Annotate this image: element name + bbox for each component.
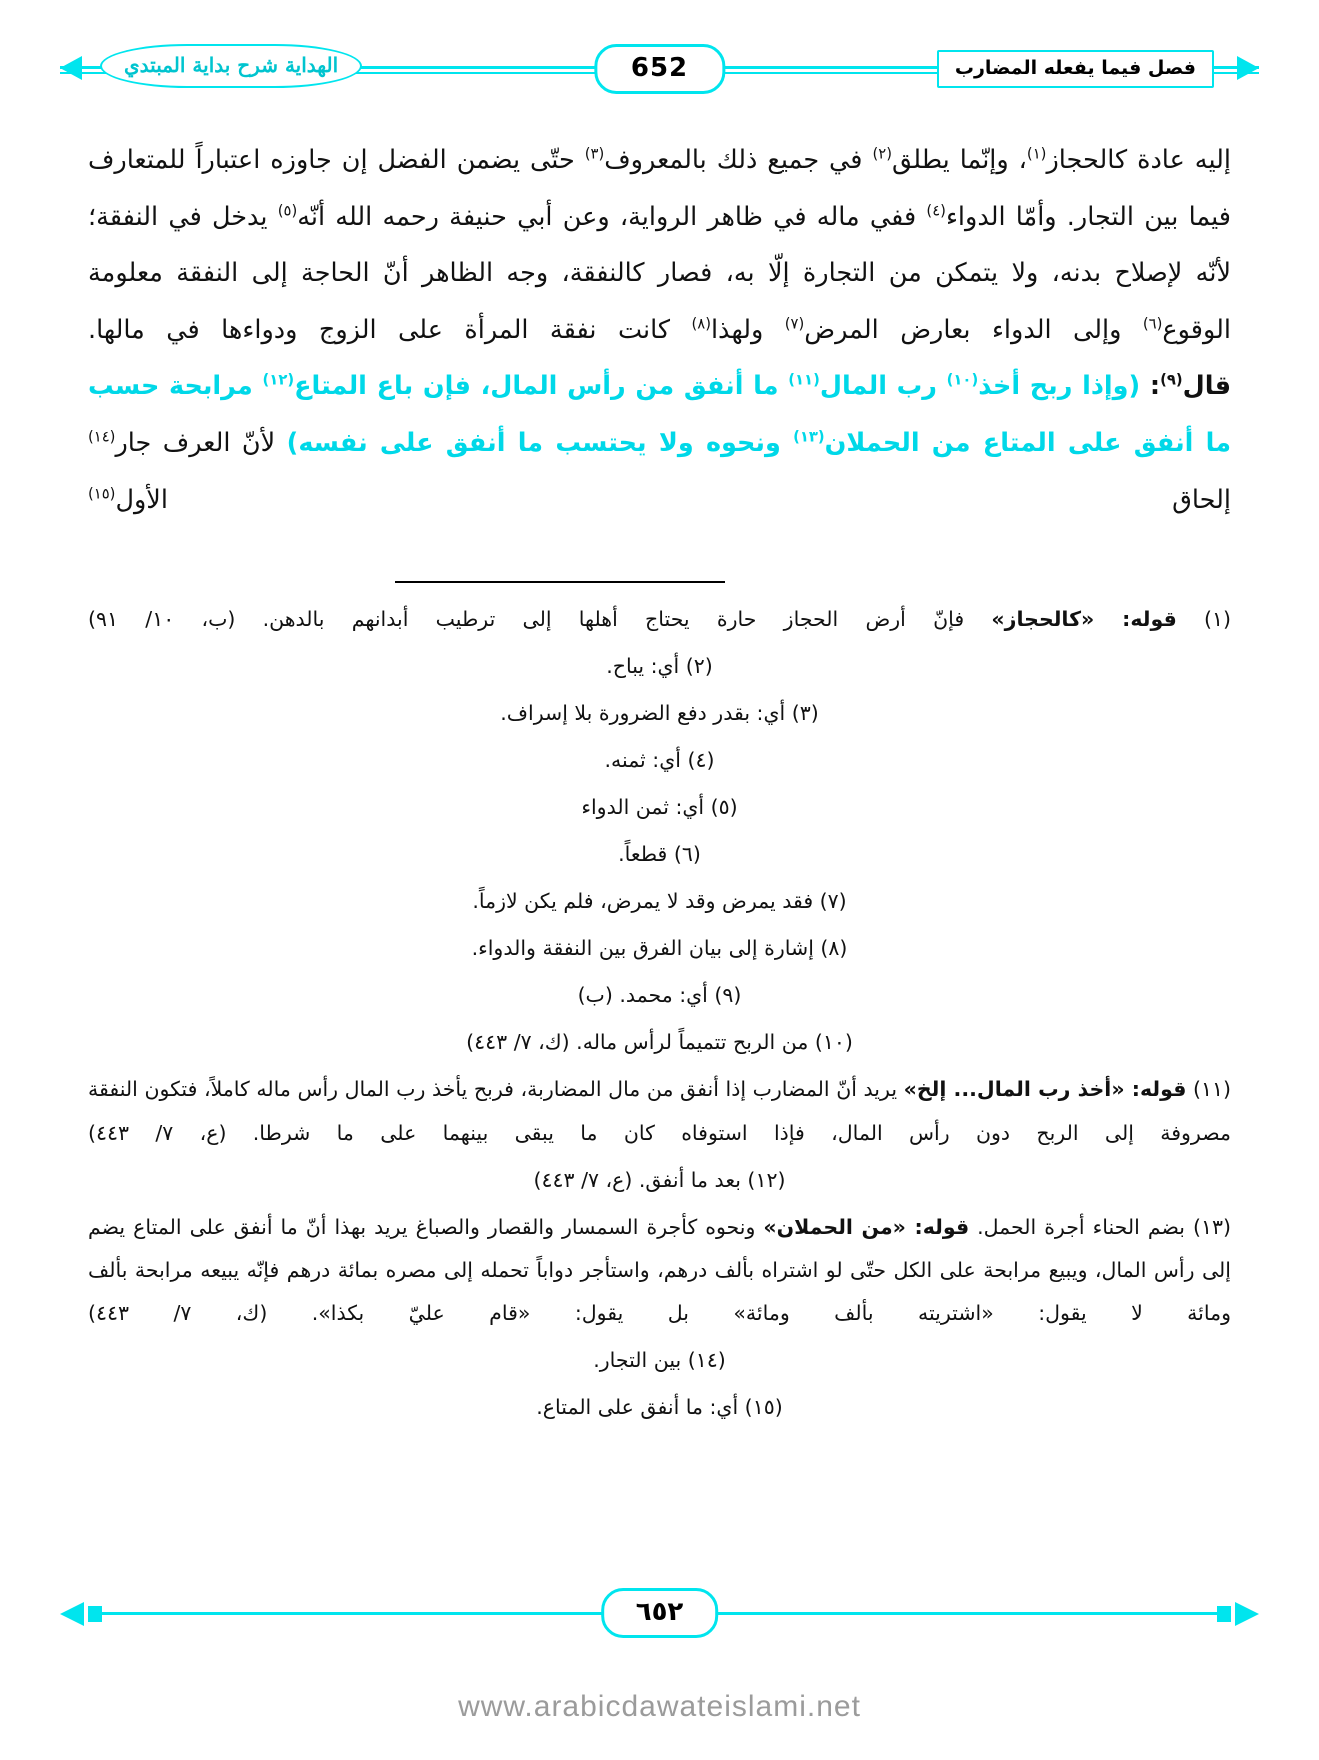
footnote-item: (١١) قوله: «أخذ رب المال... إلخ» يريد أنّ المضارب إذا أنفق من مال المضاربة، فربح يأخذ رب المال رأس ماله كاملاً، فتكون النفقة مصروفة إلى الربح دون رأس المال، فإذا استوفاه كان ما يبقى بينهما على ما شرطا. (ع، ٧/ ٤٤٣)	[88, 1077, 1232, 1145]
main-body-text	[88, 132, 1231, 528]
footnote-item: (١٢) بعد ما أنفق. (ع، ٧/ ٤٤٣)	[533, 1167, 786, 1192]
matn-quote: (وإذا ربح أخذ$^{(١٠)}$ رب المال$^{(١١)}$ ما أنفق من رأس المال، فإن باع المتاع$^{(١٢)}$ مرابحة حسب ما أنفق على المتاع من الحملان$^{(١٣)}$ ونحوه ولا يحتسب ما أنفق على نفسه)	[88, 371, 1232, 459]
page-footer	[60, 1586, 1259, 1642]
footnote-item: (٥) أي: ثمن الدواء	[581, 795, 738, 820]
footnote-item: (٩) أي: محمد. (ب)	[577, 983, 742, 1008]
footnote-item: (٨) إشارة إلى بيان الفرق بين النفقة والدواء.	[471, 936, 848, 961]
qala-lead: قال$^{(٩)}$:	[1140, 371, 1232, 402]
footnote-item: (٣) أي: بقدر دفع الضرورة بلا إسراف.	[500, 701, 819, 726]
footer-arrow-left-icon	[60, 1602, 84, 1626]
footnote-item: (٧) فقد يمرض وقد لا يمرض، فلم يكن لازماً.	[472, 889, 847, 914]
page-number-footer: ٦٥٢	[601, 1588, 719, 1638]
footer-arrow-right-icon	[1235, 1602, 1259, 1626]
footnote-separator	[0, 568, 1319, 587]
page-number-header: 652	[594, 44, 725, 94]
book-title: الهداية شرح بداية المبتدي	[100, 44, 362, 88]
footnote-item: (٦) قطعاً.	[618, 842, 701, 867]
footnote-item: (١٤) بين التجار.	[593, 1347, 726, 1372]
matn-commentary-suffix: لأنّ العرف جار$^{(١٤)}$ إلحاق الأول$^{(١٥)}$	[88, 428, 1231, 515]
chapter-title: فصل فيما يفعله المضارب	[937, 50, 1214, 88]
page-header	[60, 38, 1259, 96]
body-paragraph-1: إليه عادة كالحجاز$^{(١)}$، وإنّما يطلق$^{(٢)}$ في جميع ذلك بالمعروف$^{(٣)}$ حتّى يضمن الفضل إن جاوزه اعتباراً للمتعارف فيما بين التجار. وأمّا الدواء$^{(٤)}$ ففي ماله في ظاهر الرواية، وعن أبي حنيفة رحمه الله أنّه$^{(٥)}$ يدخل في النفقة؛ لأنّه لإصلاح بدنه، ولا يتمكن من التجارة إلّا به، فصار كالنفقة، وجه الظاهر أنّ الحاجة إلى النفقة معلومة الوقوع$^{(٦)}$ وإلى الدواء بعارض المرض$^{(٧)}$ ولهذا$^{(٨)}$ كانت نفقة المرأة على الزوج ودواءها في مالها.	[88, 145, 1232, 345]
footnote-item: (١) قوله: «كالحجاز» فإنّ أرض الحجاز حارة يحتاج أهلها إلى ترطيب أبدانهم بالدهن. (ب، ١٠/ ٩١)	[88, 607, 1232, 631]
footnote-item: (١٣) بضم الحناء أجرة الحمل. قوله: «من الحملان» ونحوه كأجرة السمسار والقصار والصباغ يريد بهذا أنّ ما أنفق على المتاع يضم إلى رأس المال، ويبيع مرابحة على الكل حتّى لو اشتراه بألف درهم، واستأجر دواباً تحمله إلى مصره بمائة درهم فإنّه يبيعه مرابحة بألف ومائة لا يقول: «اشتريته بألف ومائة» بل يقول: «قام عليّ بكذا». (ك، ٧/ ٤٤٣)	[88, 1214, 1231, 1325]
footnote-item: (٢) أي: يباح.	[606, 654, 713, 679]
watermark-url: www.arabicdawateislami.net	[458, 1690, 861, 1723]
footnote-item: (٤) أي: ثمنه.	[604, 748, 715, 773]
footnotes-section	[88, 598, 1231, 1433]
footnote-item: (١٠) من الربح تتميماً لرأس ماله. (ك، ٧/ ٤٤٣)	[466, 1030, 853, 1055]
footnote-item: (١٥) أي: ما أنفق على المتاع.	[536, 1394, 783, 1419]
body-paragraph-2	[88, 358, 1231, 528]
